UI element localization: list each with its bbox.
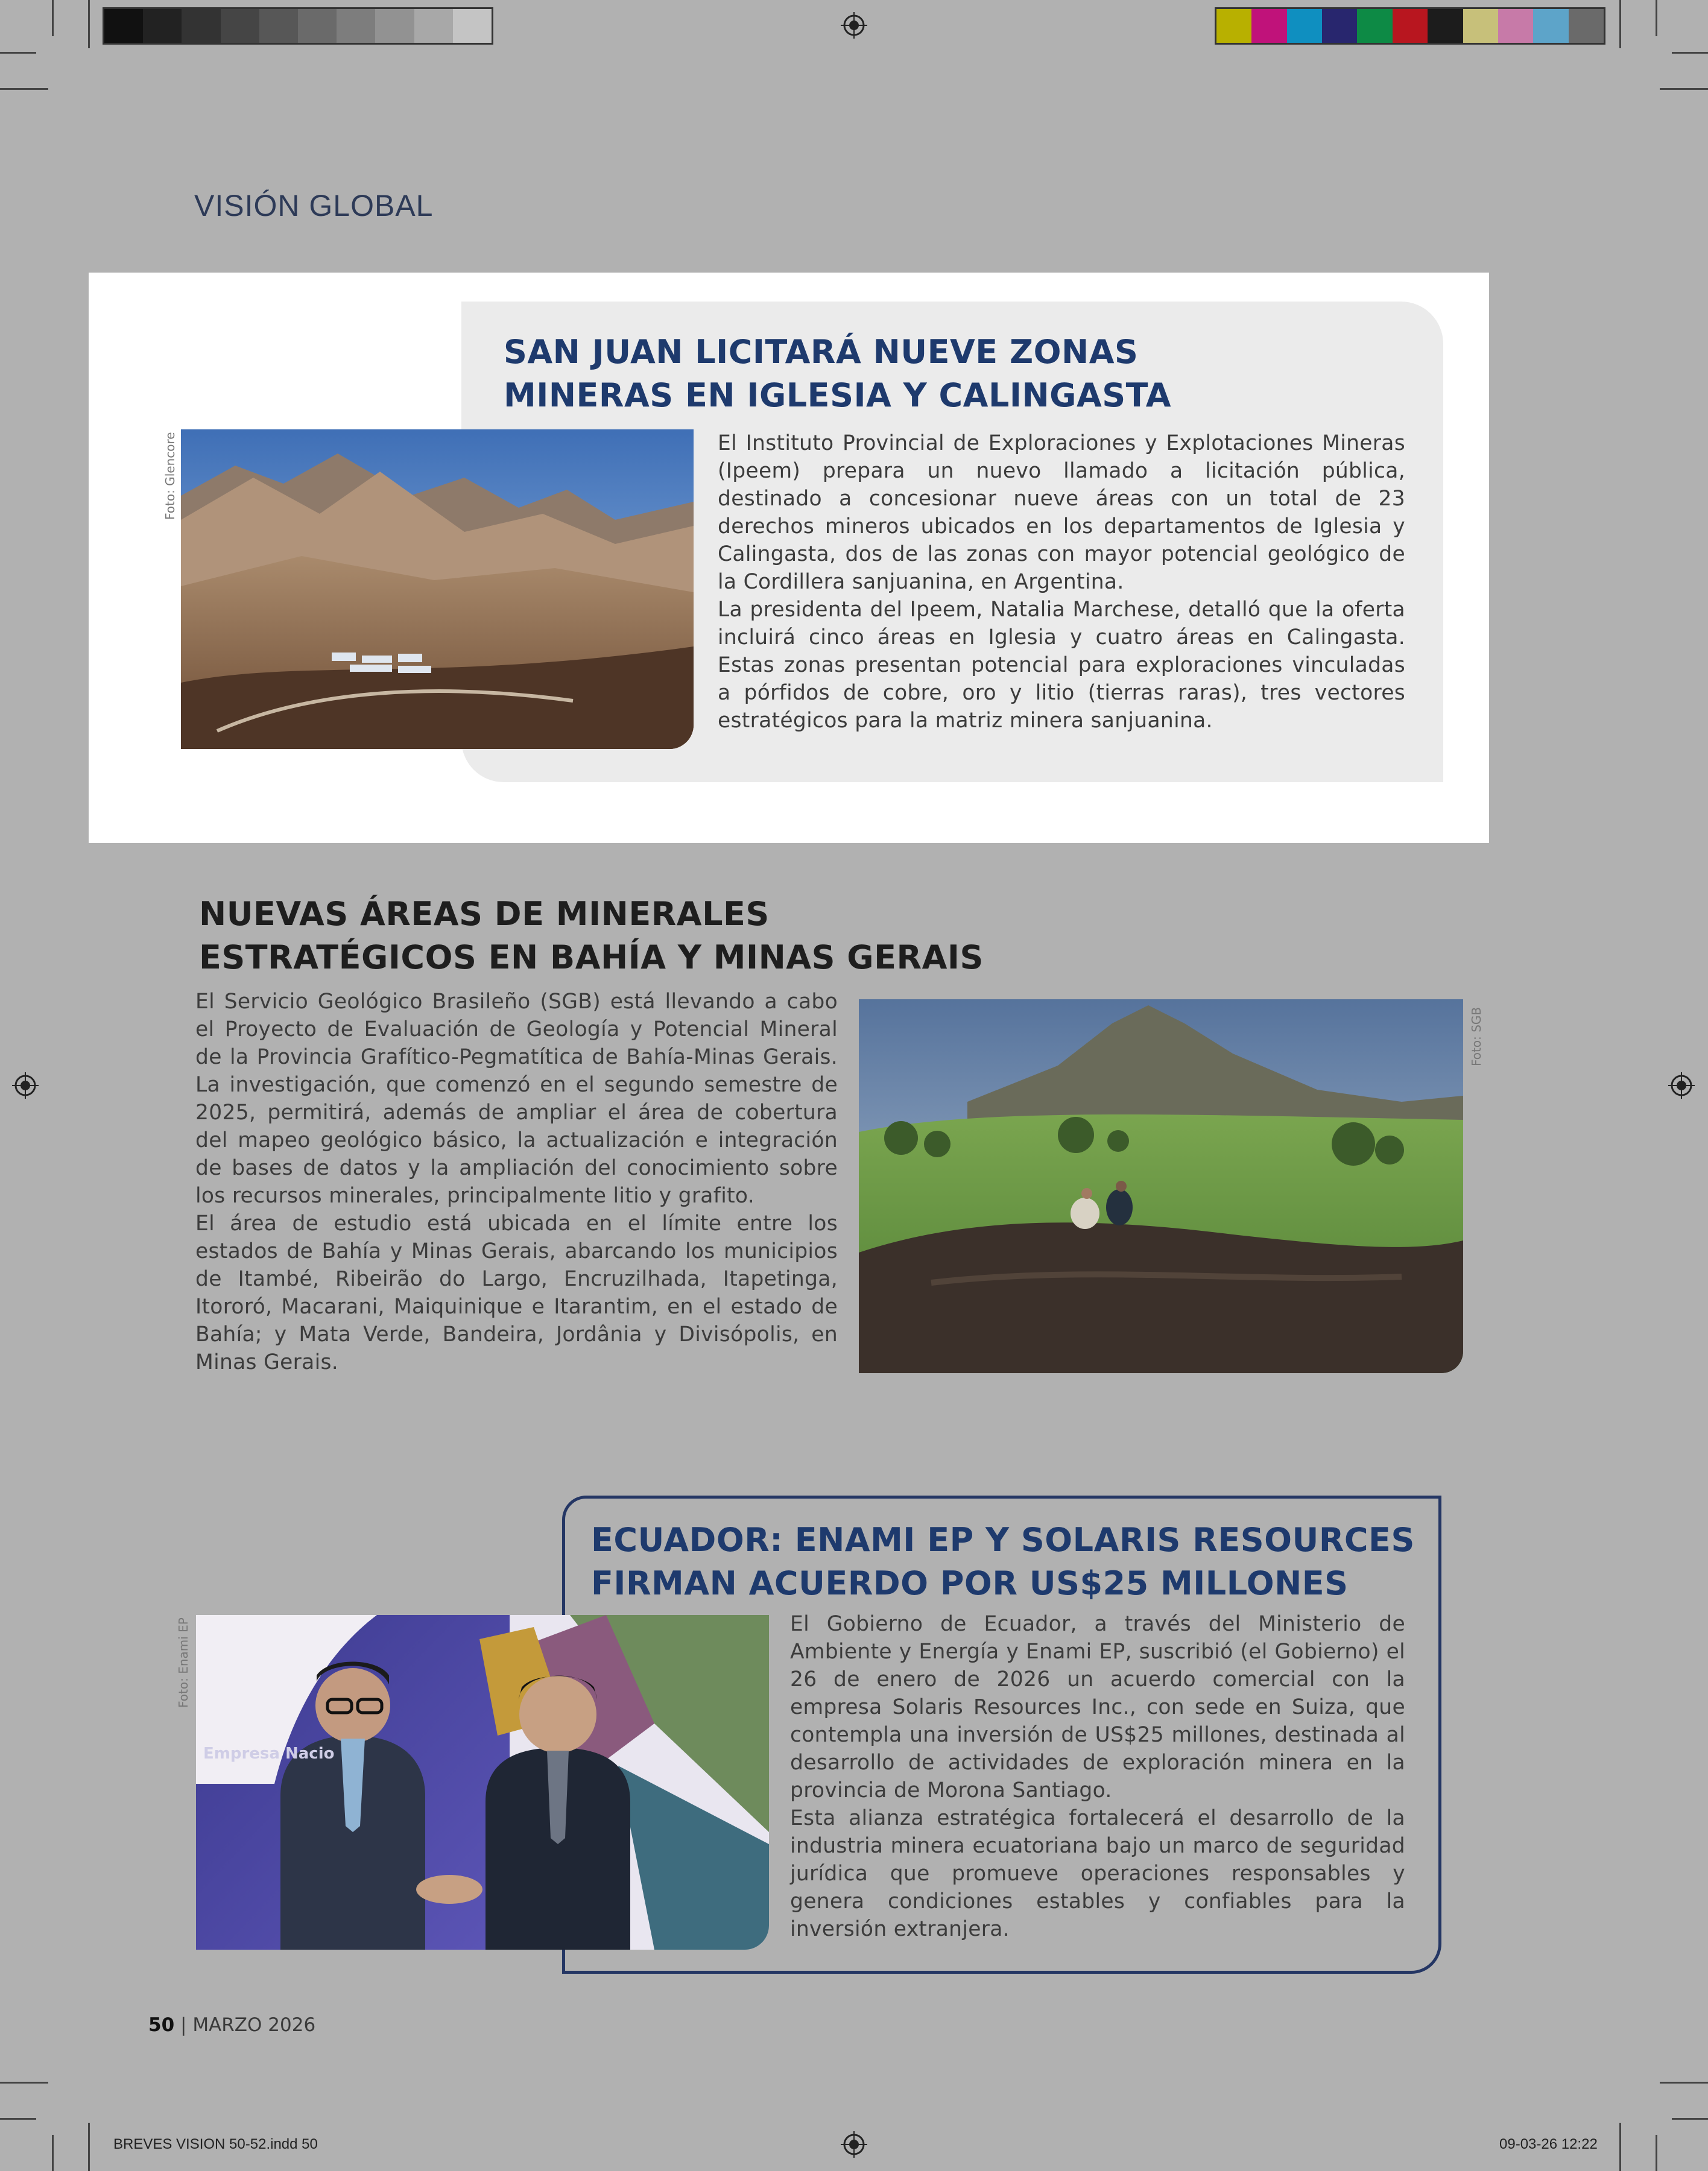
crop-mark — [1619, 2123, 1621, 2171]
crop-mark — [52, 2135, 54, 2171]
color-swatch — [1251, 9, 1286, 43]
color-swatch — [1216, 9, 1251, 43]
registration-mark-icon — [12, 1072, 39, 1099]
issue-date: MARZO 2026 — [192, 2014, 316, 2036]
color-swatch — [337, 9, 375, 43]
color-swatch — [182, 9, 220, 43]
headline-line: NUEVAS ÁREAS DE MINERALES — [199, 895, 770, 933]
photo-credit: Foto: Glencore — [163, 432, 177, 520]
color-swatch — [1498, 9, 1533, 43]
article-bahia-body — [195, 988, 838, 1376]
headline-line: MINERAS EN IGLESIA Y CALINGASTA — [504, 376, 1172, 414]
registration-mark-icon — [841, 2131, 867, 2158]
color-swatch — [221, 9, 259, 43]
crop-mark — [0, 88, 48, 90]
registration-mark-icon — [1668, 1072, 1695, 1099]
crop-mark — [0, 2118, 36, 2120]
folio — [148, 2014, 315, 2036]
grayscale-color-bar — [103, 7, 493, 45]
headline-line: ESTRATÉGICOS EN BAHÍA Y MINAS GERAIS — [199, 938, 984, 976]
color-swatch — [259, 9, 298, 43]
crop-mark — [1619, 0, 1621, 48]
article-ecuador-title — [591, 1518, 1435, 1605]
paragraph: La presidenta del Ipeem, Natalia Marchese, detalló que la oferta incluirá cinco áreas en Iglesia y cuatro áreas en Calingasta. Estas zonas presentan potencial para exploraciones vinculadas a pórfidos de cobre, oro y litio (tierras raras), tres vectores estratégicos para la matriz minera sanjuanina. — [718, 598, 1405, 733]
color-swatch — [453, 9, 492, 43]
color-swatch — [414, 9, 453, 43]
folio-separator: | — [180, 2014, 187, 2036]
crop-mark — [1672, 52, 1708, 54]
slug-file: BREVES VISION 50-52.indd 50 — [113, 2136, 318, 2152]
crop-mark — [1656, 0, 1657, 36]
mining-camp-photo — [181, 429, 694, 749]
color-swatch — [1287, 9, 1322, 43]
color-swatch — [375, 9, 414, 43]
color-swatch — [143, 9, 182, 43]
paragraph: Esta alianza estratégica fortalecerá el desarrollo de la industria minera ecuatoriana bajo un marco de seguridad jurídica que promueve operaciones responsables y genera condiciones estables y confiables para la inversión extranjera. — [790, 1806, 1405, 1941]
color-swatch — [1357, 9, 1392, 43]
color-swatch — [1393, 9, 1428, 43]
crop-mark — [1672, 2118, 1708, 2120]
color-swatch — [1463, 9, 1498, 43]
paragraph: El Gobierno de Ecuador, a través del Ministerio de Ambiente y Energía y Enami EP, suscribió (el Gobierno) el 26 de enero de 2026 un acuerdo comercial con la empresa Solaris Resources Inc., con sede en Suiza, que contempla una inversión de US$25 millones, destinada al desarrollo de actividades de exploración minera en la provincia de Morona Santiago. — [790, 1612, 1405, 1803]
color-swatch — [104, 9, 143, 43]
section-label: VISIÓN GLOBAL — [194, 189, 434, 223]
color-swatch — [1533, 9, 1568, 43]
headline-line: FIRMAN ACUERDO POR US$25 MILLONES — [591, 1564, 1349, 1602]
agreement-signing-photo — [196, 1615, 769, 1950]
article-san-juan-title — [504, 330, 1408, 417]
process-color-bar — [1215, 7, 1605, 45]
field-geologists-photo — [859, 999, 1463, 1373]
color-swatch — [1428, 9, 1463, 43]
article-san-juan-body — [718, 429, 1405, 735]
crop-mark — [0, 52, 36, 54]
photo-credit: Foto: SGB — [1469, 1006, 1484, 1066]
page-number: 50 — [148, 2014, 175, 2036]
article-bahia-title — [199, 893, 1164, 979]
crop-mark — [88, 0, 90, 48]
headline-line: SAN JUAN LICITARÁ NUEVE ZONAS — [504, 333, 1139, 371]
crop-mark — [88, 2123, 90, 2171]
paragraph: El Servicio Geológico Brasileño (SGB) está llevando a cabo el Proyecto de Evaluación de Geología y Potencial Mineral de la Provincia Grafítico-Pegmatítica de Bahía-Minas Gerais. La investigación, que comenzó en el segundo semestre de 2025, permitirá, además de ampliar el área de cobertura del mapeo geológico básico, la actualización e integración de bases de datos y la ampliación del conocimiento sobre los recursos minerales, principalmente litio y grafito. — [195, 990, 838, 1208]
headline-line: ECUADOR: ENAMI EP Y SOLARIS RESOURCES — [591, 1521, 1415, 1559]
slug-date: 09-03-26 12:22 — [1499, 2136, 1598, 2152]
crop-mark — [0, 2082, 48, 2084]
color-swatch — [1569, 9, 1604, 43]
crop-mark — [1660, 2082, 1708, 2084]
registration-mark-icon — [841, 12, 867, 39]
article-ecuador-body — [790, 1610, 1405, 1943]
banner-text: Empresa Nacio — [203, 1745, 335, 1763]
crop-mark — [52, 0, 54, 36]
color-swatch — [1322, 9, 1357, 43]
crop-mark — [1656, 2135, 1657, 2171]
color-swatch — [298, 9, 337, 43]
paragraph: El área de estudio está ubicada en el límite entre los estados de Bahía y Minas Gerais, abarcando los municipios de Itambé, Ribeirão do Largo, Encruzilhada, Itapetinga, Itororó, Macarani, Maiquinique e Itarantim, en el estado de Bahía; y Mata Verde, Bandeira, Jordânia y Divisópolis, en Minas Gerais. — [195, 1212, 838, 1374]
paragraph: El Instituto Provincial de Exploraciones y Explotaciones Mineras (Ipeem) prepara un nuevo llamado a licitación pública, destinado a concesionar nueve áreas con un total de 23 derechos mineros ubicados en los departamentos de Iglesia y Calingasta, dos de las zonas con mayor potencial geológico de la Cordillera sanjuanina, en Argentina. — [718, 431, 1405, 594]
photo-credit: Foto: Enami EP — [176, 1617, 191, 1708]
crop-mark — [1660, 88, 1708, 90]
